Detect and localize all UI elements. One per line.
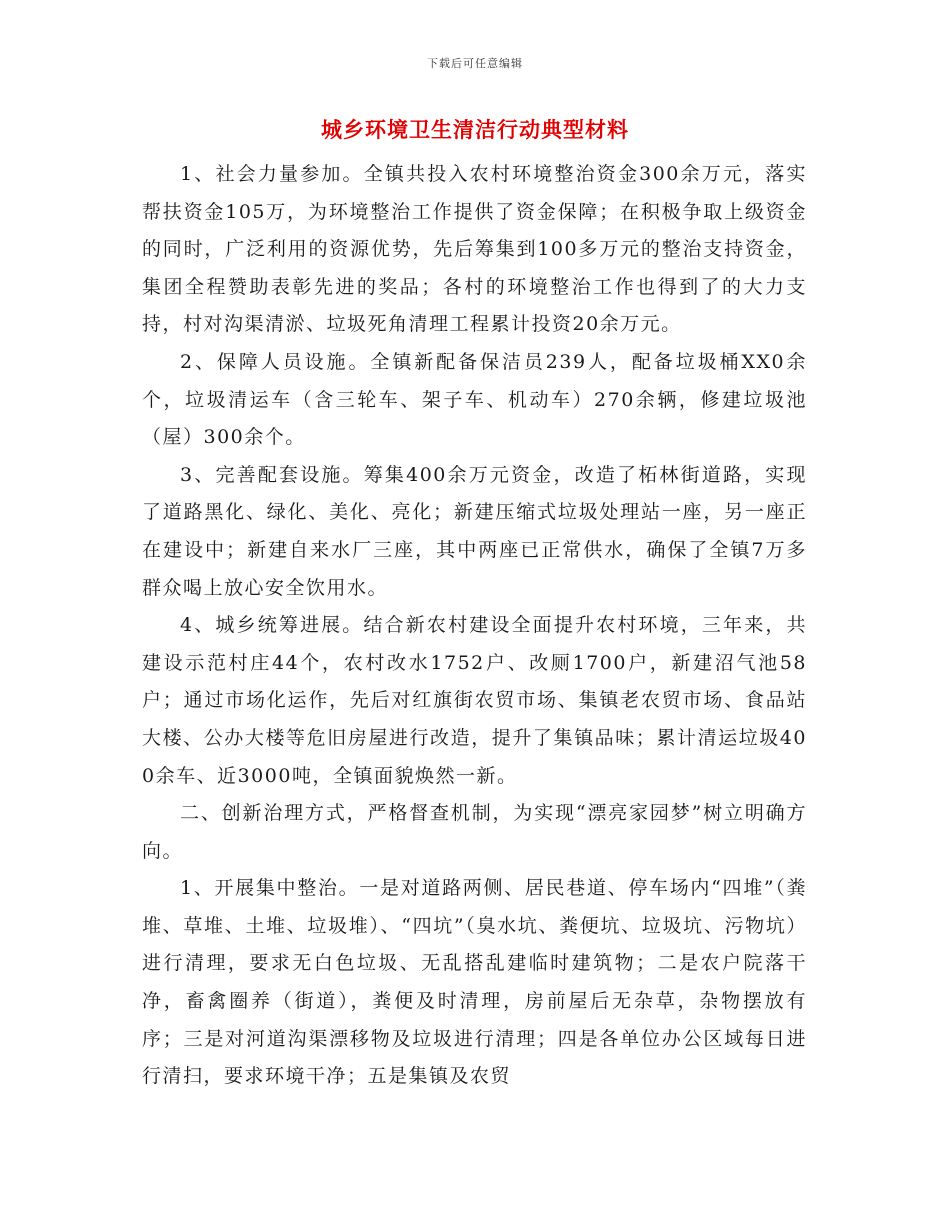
paragraph: 4、城乡统筹进展。结合新农村建设全面提升农村环境，三年来，共建设示范村庄44个，农村改水1752户、改厕1700户，新建沼气池58户；通过市场化运作，先后对红旗街农贸市场、集镇老农贸市场、食品站大楼、公办大楼等危旧房屋进行改造，提升了集镇品味；累计清运垃圾400余车、近3000吨，全镇面貌焕然一新。	[142, 614, 807, 787]
paragraph: 1、社会力量参加。全镇共投入农村环境整治资金300余万元，落实帮扶资金105万，为环境整治工作提供了资金保障；在积极争取上级资金的同时，广泛利用的资源优势，先后筹集到100多万元的整治支持资金，集团全程赞助表彰先进的奖品；各村的环境整治工作也得到了的大力支持，村对沟渠清淤、垃圾死角清理工程累计投资20余万元。	[142, 163, 807, 336]
paragraph: 3、完善配套设施。筹集400余万元资金，改造了柘林街道路，实现了道路黑化、绿化、美化、亮化；新建压缩式垃圾处理站一座，另一座正在建设中；新建自来水厂三座，其中两座已正常供水，确保了全镇7万多群众喝上放心安全饮用水。	[142, 463, 807, 599]
section-heading-paragraph: 二、创新治理方式，严格督查机制，为实现“漂亮家园梦”树立明确方向。	[142, 802, 807, 862]
paragraph: 1、开展集中整治。一是对道路两侧、居民巷道、停车场内“四堆”（粪堆、草堆、土堆、垃圾堆）、“四坑”（臭水坑、粪便坑、垃圾坑、污物坑）进行清理，要求无白色垃圾、无乱搭乱建临时建筑物；二是农户院落干净，畜禽圈养（街道），粪便及时清理，房前屋后无杂草，杂物摆放有序；三是对河道沟渠漂移物及垃圾进行清理；四是各单位办公区域每日进行清扫，要求环境干净；五是集镇及农贸	[142, 877, 807, 1088]
header-note: 下载后可任意编辑	[427, 57, 523, 70]
document-body	[142, 156, 807, 1096]
paragraph: 2、保障人员设施。全镇新配备保洁员239人，配备垃圾桶XX0余个，垃圾清运车（含三轮车、架子车、机动车）270余辆，修建垃圾池（屋）300余个。	[142, 350, 807, 449]
document-title: 城乡环境卫生清洁行动典型材料	[321, 117, 629, 142]
